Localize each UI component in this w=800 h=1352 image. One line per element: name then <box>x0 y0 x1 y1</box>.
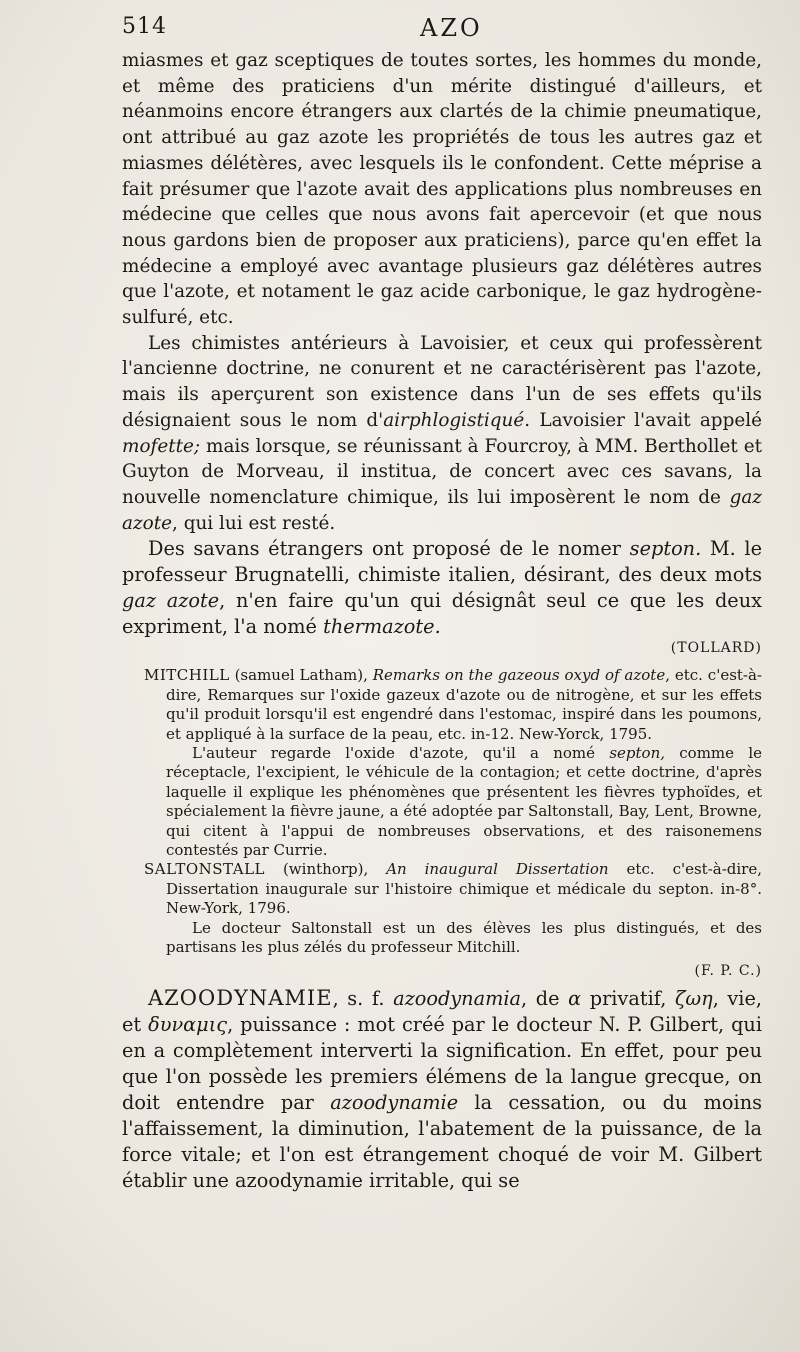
entry-greek-dynamis: δυναμις <box>148 1013 228 1037</box>
p2-text-g: , qui lui est resté. <box>172 512 336 534</box>
entry-italic-azoodynamie: azoodynamie <box>330 1091 459 1115</box>
signature-fpc: (F. P. C.) <box>694 963 762 980</box>
entry-text-a: , s. f. <box>332 987 394 1011</box>
p3-text-e: , n'en faire qu'un qui désignât seul ce que les deux expriment, l'a nomé <box>122 589 763 639</box>
entry-text-i: , puissance : mot créé par le docteur N. P. Gilbert, qui en a complètement interverti la signification. En effet, pour peu que l'on possède les premiers élémens de la langue grecque, on doit entendre par <box>122 1013 762 1115</box>
p2-italic-mofette: mofette; <box>122 435 201 457</box>
bibliography <box>144 666 762 957</box>
bib-author: MITCHILL <box>144 666 230 685</box>
entry-text-c: , de <box>521 987 569 1011</box>
note-text-c: comme le réceptacle, l'excipient, le véhicule de la contagion; et cette doctrine, d'après laquelle il explique les phénomènes que présentent les fièvres typhoïdes, et spécialement la fièvre jaune, a été adoptée par Saltonstall, Bay, Lent, Browne, qui citent à l'appui de nombreuses observations, et des raisonemens contestés par Currie. <box>166 743 762 860</box>
bib-title: An inaugural Dissertation <box>386 860 609 879</box>
p3-text-a: Des savans étrangers ont proposé de le nomer <box>148 537 630 561</box>
p2-text-e: mais lorsque, se réunissant à Fourcroy, à MM. Berthollet et Guyton de Morveau, il institua, de concert avec ces savans, la nouvelle nomenclature chimique, ils lui imposèrent le nom de <box>122 435 762 508</box>
bib-details: , etc. c'est-à-dire, Remarques sur l'oxide gazeux d'azote ou de nitrogène, et sur les effets qu'il produit lorsqu'il est engendré dans l'estomac, inspiré dans les poumons, et appliqué à la surface de la peau, etc. in-12. New-Yorck, 1795. <box>166 666 762 743</box>
bib-note-saltonstall: Le docteur Saltonstall est un des élèves les plus distingués, et des partisans les plus zélés du professeur Mitchill. <box>166 918 762 957</box>
entry-italic-latin: azoodynamia <box>393 987 522 1011</box>
paragraph-3 <box>122 536 762 640</box>
bib-author-name: (winthorp), <box>265 860 387 879</box>
entry-headword: AZOODYNAMIE <box>148 986 333 1011</box>
bib-author: SALTONSTALL <box>144 860 265 879</box>
page-number: 514 <box>122 14 167 39</box>
entry-text-e: privatif, <box>581 987 675 1011</box>
entry-text-g: , vie, et <box>122 987 763 1037</box>
p3-italic-septon: septon. <box>629 537 702 561</box>
signature-tollard: (TOLLARD) <box>670 640 762 657</box>
entry-greek-alpha: α <box>568 987 582 1011</box>
p3-italic-gaz-azote: gaz azote <box>122 589 220 613</box>
p3-italic-thermazote: thermazote. <box>323 615 441 639</box>
entry-greek-zoe: ζωη <box>674 987 713 1011</box>
note-text-a: L'auteur regarde l'oxide d'azote, qu'il a nomé <box>192 743 610 762</box>
bib-entry-mitchill <box>144 666 762 744</box>
p2-italic-airphlogistique: airphlogistiqué <box>383 409 525 431</box>
running-head: AZO <box>420 14 483 42</box>
p2-italic-gaz-azote: gaz azote <box>122 486 762 534</box>
entry-azoodynamie <box>122 985 762 1194</box>
paragraph-1: miasmes et gaz sceptiques de toutes sortes, les hommes du monde, et même des praticiens d'un mérite distingué d'ailleurs, et néanmoins encore étrangers aux clartés de la chimie pneumatique, ont attribué au gaz azote les propriétés de tous les autres gaz et miasmes délétères, avec lesquels ils le confondent. Cette méprise a fait présumer que l'azote avait des applications plus nombreuses en médecine que celles que nous avons fait apercevoir (et que nous nous gardons bien de proposer aux praticiens), parce qu'en effet la médecine a employé avec avantage plusieurs gaz délétères autres que l'azote, et notament le gaz acide carbonique, le gaz hydrogène-sulfuré, etc. <box>122 50 762 329</box>
note-italic-septon: septon, <box>609 743 665 762</box>
bib-title: Remarks on the gazeous oxyd of azote <box>372 666 666 685</box>
bib-note-mitchill <box>166 744 762 860</box>
paragraph-2 <box>122 331 762 537</box>
bib-entry-saltonstall <box>144 860 762 918</box>
p3-text-c: M. le professeur Brugnatelli, chimiste italien, désirant, des deux mots <box>122 537 762 587</box>
p2-text-a: Les chimistes antérieurs à Lavoisier, et ceux qui professèrent l'ancienne doctrine, ne conurent et ne caractérisèrent pas l'azote, mais ils aperçurent son existence dans l'un de ses effets qu'ils désignaient sous le nom d' <box>122 332 762 431</box>
bib-details: etc. c'est-à-dire, Dissertation inaugurale sur l'histoire chimique et médicale du septon. in-8°. New-York, 1796. <box>166 860 762 918</box>
p2-text-c: . Lavoisier l'avait appelé <box>524 409 762 431</box>
entry-text-k: la cessation, ou du moins l'affaissement, la diminution, l'abatement de la puissance, de la force vitale; et l'on est étrangement choqué de voir M. Gilbert établir une azoodynamie irritable, qui se <box>122 1091 763 1193</box>
bib-author-name: (samuel Latham), <box>229 666 373 685</box>
